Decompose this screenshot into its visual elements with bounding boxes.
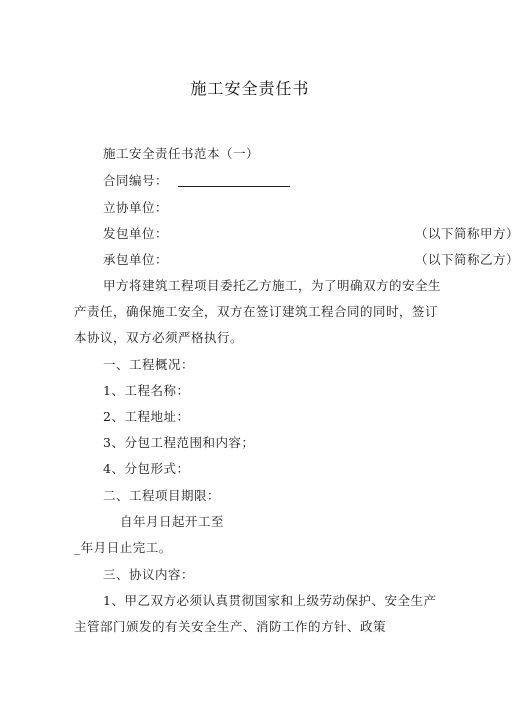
intro-paragraph-line-2: 产责任，确保施工安全，双方在签订建筑工程合同的同时，签订 [74, 304, 439, 319]
section-1-item-3: 3、分包工程范围和内容； [103, 435, 255, 450]
section-1-item-1: 1、工程名称： [103, 383, 190, 398]
section-1-heading: 一、工程概况： [103, 357, 195, 372]
section-2-heading: 二、工程项目期限： [103, 488, 221, 503]
document-title: 施工安全责任书 [190, 79, 310, 98]
section-2-line-2: _年月日止完工。 [74, 540, 172, 555]
contract-number-row [103, 173, 290, 189]
party-a-row [103, 226, 519, 242]
section-1-item-2: 2、工程地址： [103, 409, 190, 424]
section-3-line-1: 1、甲乙双方必须认真贯彻国家和上级劳动保护、安全生产 [103, 593, 437, 608]
party-b-note: （以下简称乙方） [415, 252, 519, 267]
party-b-row [103, 252, 519, 268]
section-2-line-1: 自年月日起开工至 [120, 514, 225, 529]
intro-paragraph-line-1: 甲方将建筑工程项目委托乙方施工，为了明确双方的安全生 [103, 278, 442, 293]
party-a-label: 发包单位： [103, 226, 169, 241]
party-b-label: 承包单位： [103, 252, 169, 267]
contract-number-label: 合同编号： [103, 173, 169, 188]
section-3-line-2: 主管部门颁发的有关安全生产、消防工作的方针、政策 [74, 619, 387, 634]
document-subtitle: 施工安全责任书范本（一） [103, 146, 260, 161]
intro-paragraph-line-3: 本协议，双方必须严格执行。 [74, 330, 244, 345]
party-a-note: （以下简称甲方） [415, 226, 519, 241]
section-3-heading: 三、协议内容： [103, 567, 195, 582]
contract-number-blank [178, 174, 290, 187]
section-1-item-4: 4、分包形式： [103, 461, 190, 476]
signing-party-label: 立协单位： [103, 200, 169, 215]
